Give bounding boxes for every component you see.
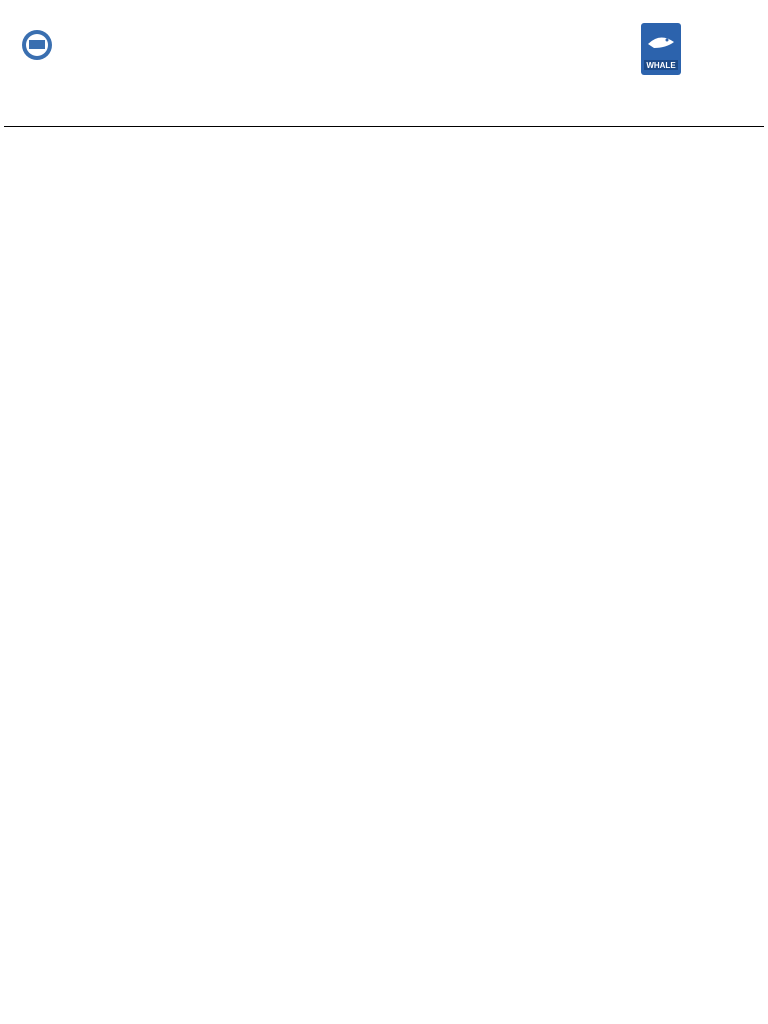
tuv-logo [20, 20, 54, 70]
header-divider [4, 126, 764, 127]
svg-text:WHALE: WHALE [646, 61, 676, 70]
whale-logo [640, 22, 682, 76]
